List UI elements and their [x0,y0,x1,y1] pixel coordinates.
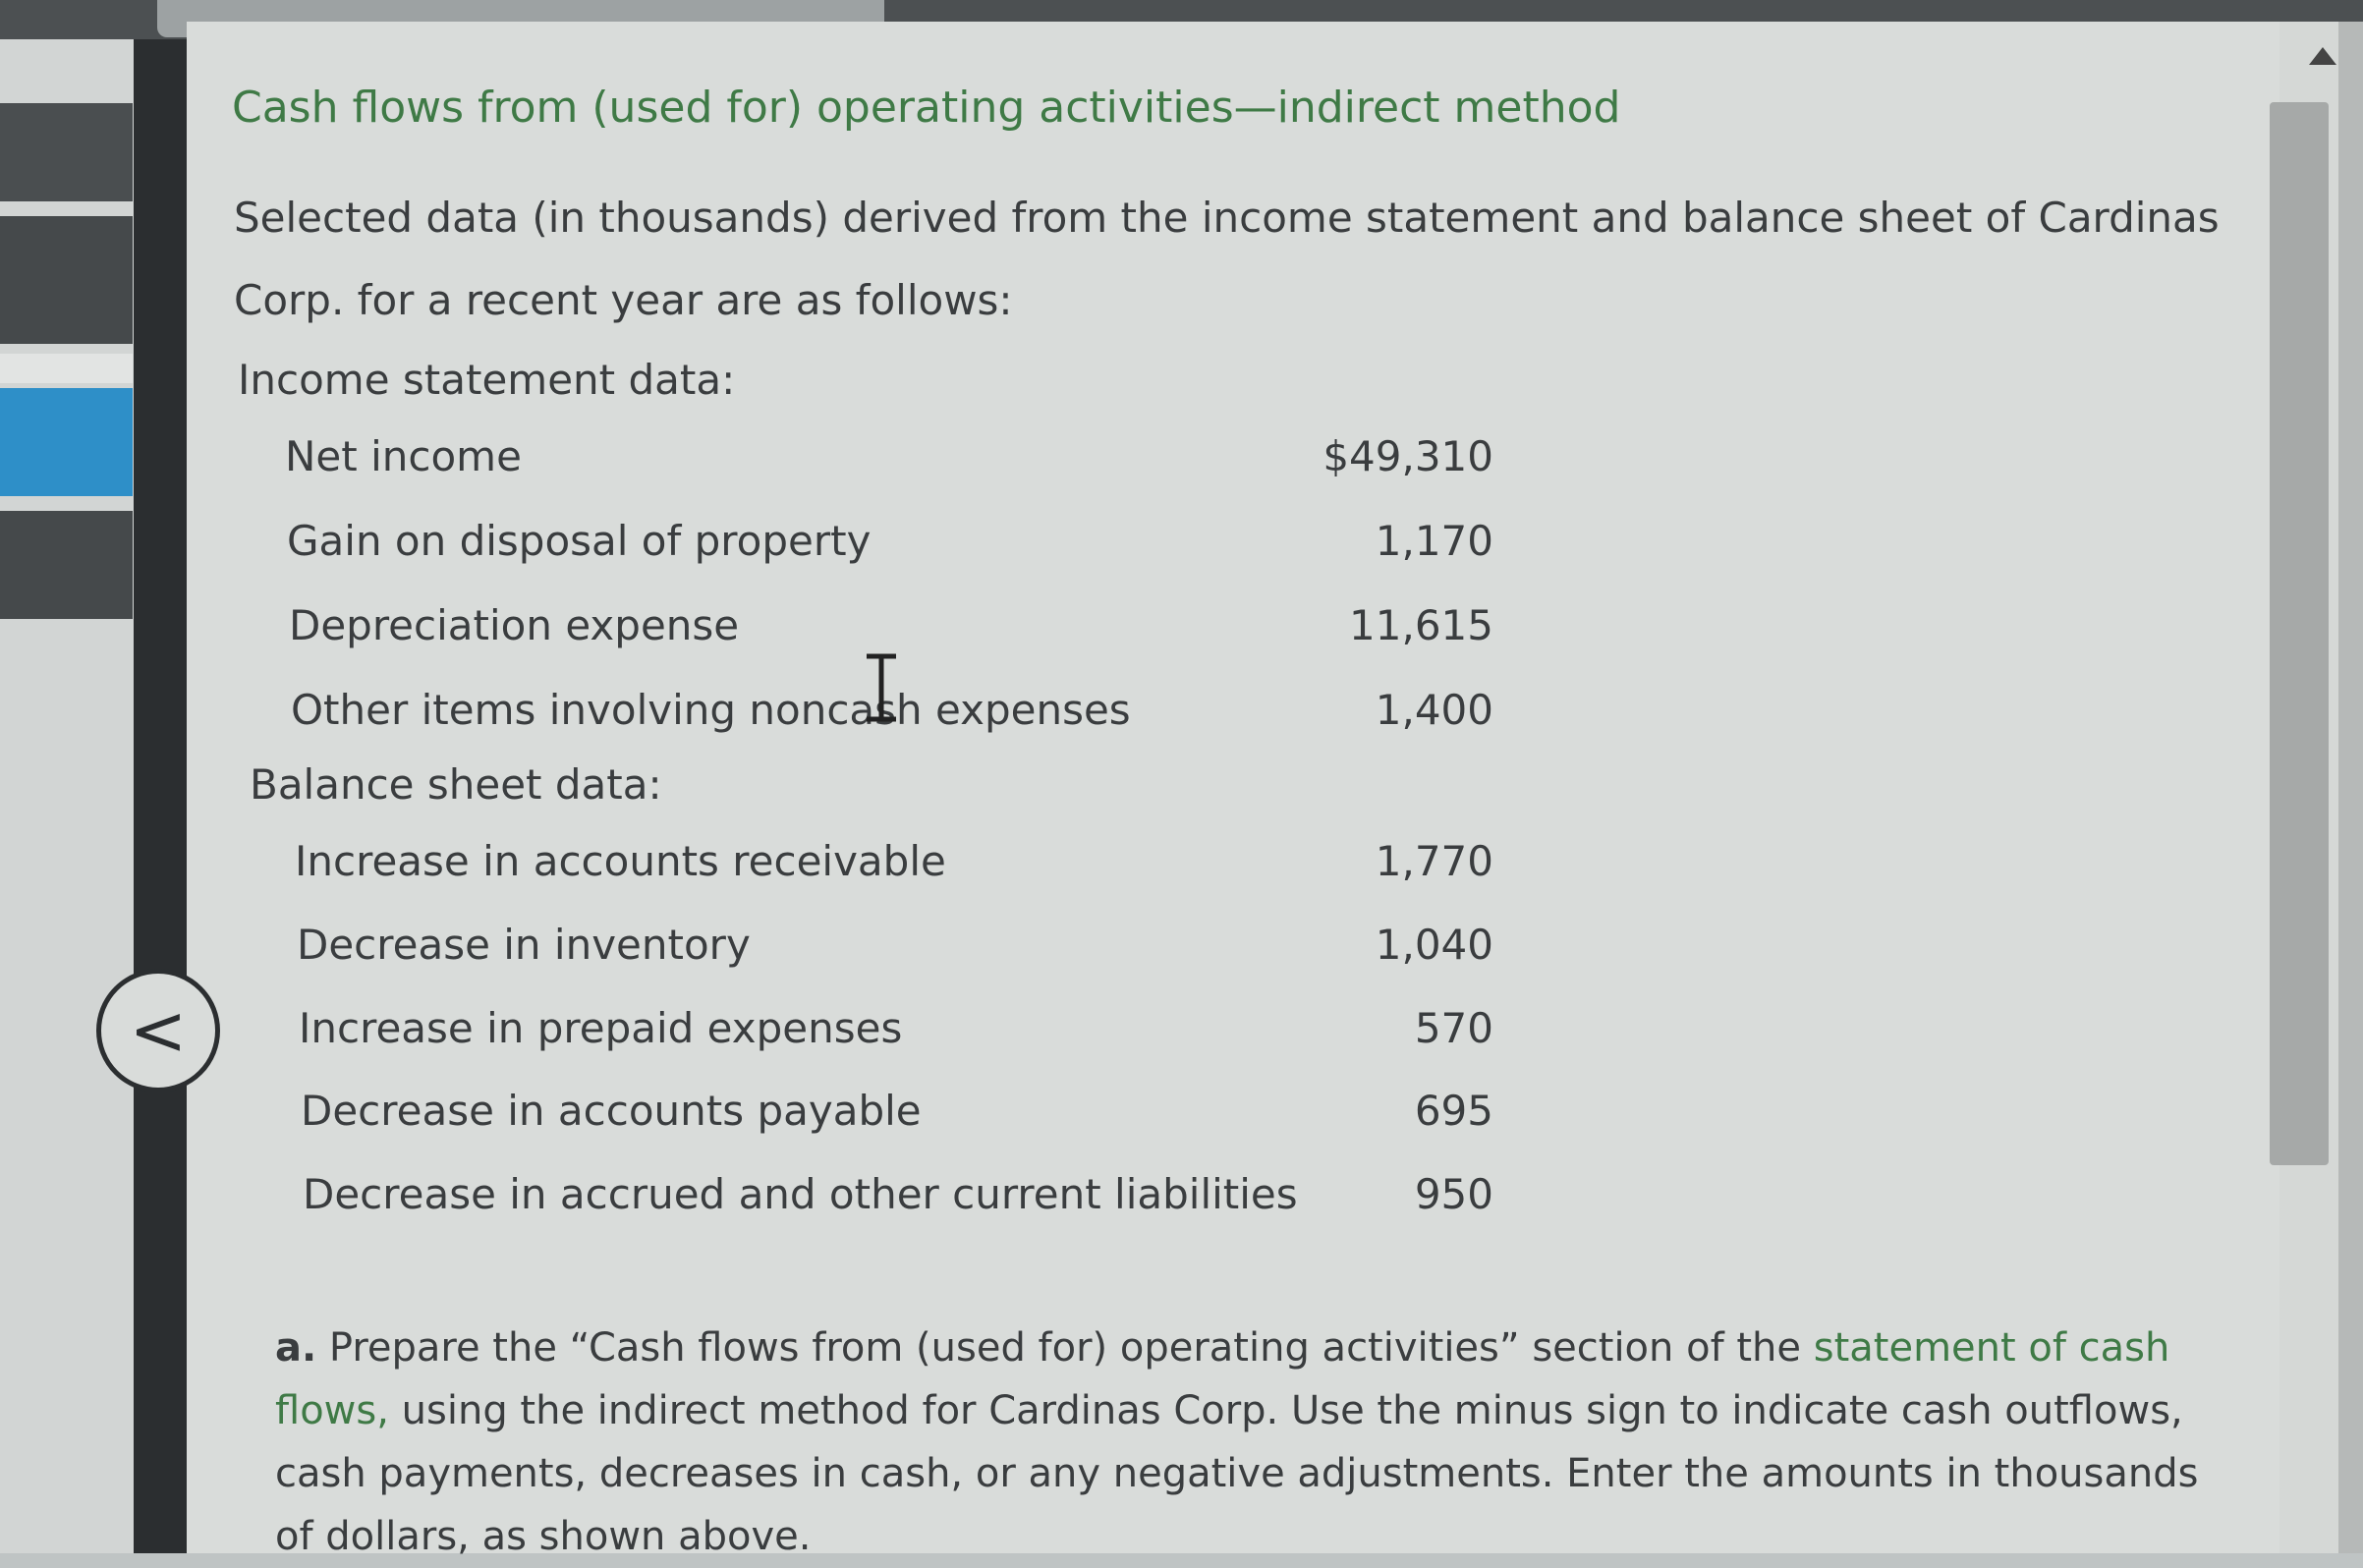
data-row [187,601,1493,660]
problem-intro: Selected data (in thousands) derived from the income statement and balance sheet of Cardinas Corp. for a recent year are as follows: [234,194,2220,324]
row-value: 1,770 [1375,837,1493,885]
right-edge [2338,22,2363,1553]
data-row [187,921,1493,980]
left-panel-divider [0,354,133,383]
row-label: Decrease in inventory [297,921,751,969]
row-label: Gain on disposal of property [287,517,872,565]
left-panel-item[interactable] [0,103,133,201]
row-label: Other items involving noncash expenses [291,686,1131,734]
text-cursor-icon [863,652,900,723]
problem-title: Cash flows from (used for) operating activities—indirect method [232,83,1621,133]
back-button[interactable] [96,969,220,1092]
problem-content [187,22,2279,1559]
statement-of-cash-flows-link[interactable]: statement of cash flows, [275,1325,2170,1433]
scrollbar-thumb[interactable] [2270,102,2329,1165]
chevron-left-icon: < [129,990,188,1071]
income-statement-label: Income statement data: [238,356,736,404]
left-panel-item-active[interactable] [0,388,133,496]
row-label: Net income [285,432,522,480]
part-a-label: a. [275,1325,317,1371]
part-a-text: Prepare the “Cash flows from (used for) operating activities” section of the [328,1325,1802,1371]
left-panel [0,39,147,1553]
row-value: 1,170 [1375,517,1493,565]
row-value: 1,400 [1375,686,1493,734]
data-row [187,837,1493,896]
data-row [187,1170,1493,1229]
row-label: Decrease in accrued and other current liabilities [303,1170,1298,1218]
left-panel-item[interactable] [0,216,133,344]
data-row [187,686,1493,745]
row-label: Decrease in accounts payable [301,1087,922,1135]
row-value: 1,040 [1375,921,1493,969]
row-value: 570 [1414,1004,1493,1052]
row-label: Increase in accounts receivable [295,837,946,885]
row-label: Depreciation expense [289,601,740,649]
arrow-up-icon[interactable] [2309,47,2336,65]
row-value: 11,615 [1349,601,1493,649]
data-row [187,432,1493,491]
left-panel-item[interactable] [0,511,133,619]
data-row [187,1004,1493,1063]
row-value: 950 [1414,1170,1493,1218]
row-label: Increase in prepaid expenses [299,1004,903,1052]
data-row [187,517,1493,576]
panel-divider [134,39,187,1553]
data-row [187,1087,1493,1146]
balance-sheet-label: Balance sheet data: [250,760,662,809]
row-value: 695 [1414,1087,1493,1135]
part-a-instructions [275,1316,2240,1568]
part-a-text-continued: using the indirect method for Cardinas Corp. Use the minus sign to indicate cash outflows, cash payments, decreases in cash, or any negative adjustments. Enter the amounts in thousands of dollars, as shown above. [275,1388,2199,1559]
row-value: $49,310 [1322,432,1493,480]
